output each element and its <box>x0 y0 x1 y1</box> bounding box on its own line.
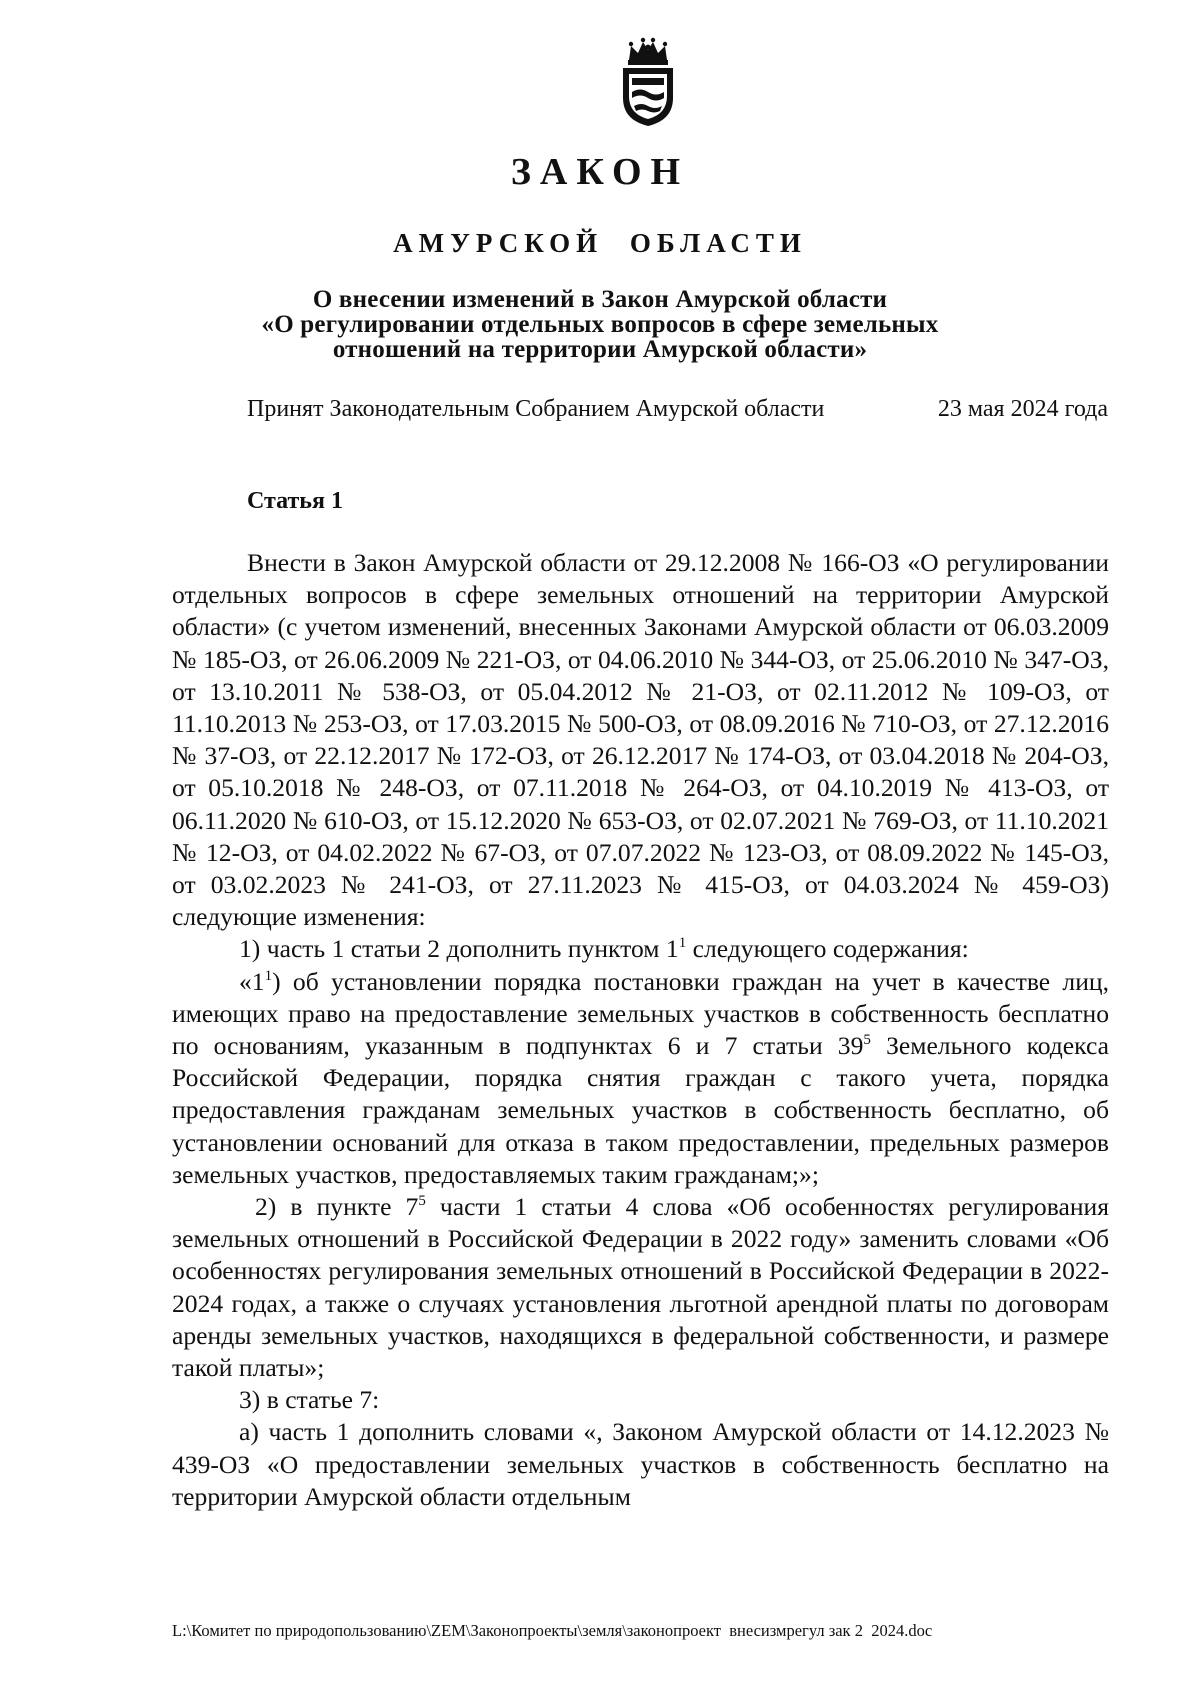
article-body <box>172 547 1109 1513</box>
article-heading: Статья 1 <box>247 488 343 514</box>
document-type-title: ЗАКОН <box>510 151 690 193</box>
region-title: АМУРСКОЙ ОБЛАСТИ <box>393 228 807 258</box>
law-name <box>0 287 1200 362</box>
adoption-line <box>247 396 1108 423</box>
article-item-1-quote: «$1^1$) об установлении порядка постановки граждан на учет в качестве лиц, имеющих право на предоставление земельных участков в собственность бесплатно по основаниям, указанным в подпунктах 6 и 7 статьи $39^5$ Земельного кодекса Российской Федерации, порядка снятия граждан с такого учета, порядка предоставления гражданам земельных участков в собственность бесплатно, об установлении оснований для отказа в таком предоставлении, предельных размеров земельных участков, предоставляемых таким гражданам;»; <box>172 966 1109 1189</box>
article-paragraph: Внести в Закон Амурской области от 29.12.2008 № 166-ОЗ «О регулировании отдельных вопросов в сфере земельных отношений на территории Амурской области» (с учетом изменений, внесенных Законами Амурской области от 06.03.2009 № 185-ОЗ, от 26.06.2009 № 221-ОЗ, от 04.06.2010 № 344-ОЗ, от 25.06.2010 № 347-ОЗ, от 13.10.2011 № 538-ОЗ, от 05.04.2012 № 21-ОЗ, от 02.11.2012 № 109-ОЗ, от 11.10.2013 № 253-ОЗ, от 17.03.2015 № 500-ОЗ, от 08.09.2016 № 710-ОЗ, от 27.12.2016 № 37-ОЗ, от 22.12.2017 № 172-ОЗ, от 26.12.2017 № 174-ОЗ, от 03.04.2018 № 204-ОЗ, от 05.10.2018 № 248-ОЗ, от 07.11.2018 № 264-ОЗ, от 04.10.2019 № 413-ОЗ, от 06.11.2020 № 610-ОЗ, от 15.12.2020 № 653-ОЗ, от 02.07.2021 № 769-ОЗ, от 11.10.2021 № 12-ОЗ, от 04.02.2022 № 67-ОЗ, от 07.07.2022 № 123-ОЗ, от 08.09.2022 № 145-ОЗ, от 03.02.2023 № 241-ОЗ, от 27.11.2023 № 415-ОЗ, от 04.03.2024 № 459-ОЗ) следующие изменения: <box>172 548 1109 932</box>
article-item-3a: а) часть 1 дополнить словами «, Законом Амурской области от 14.12.2023 № 439-ОЗ «О предоставлении земельных участков в собственность бесплатно на территории Амурской области отдельным <box>172 1417 1109 1511</box>
article-item-3: 3) в статье 7: <box>239 1385 380 1415</box>
law-name-line: отношений на территории Амурской области» <box>332 336 868 363</box>
file-path-footer: L:\Комитет по природопользованию\ZEM\Законопроекты\земля\законопроект внесизмрегул зак 2 2024.doc <box>172 1621 933 1640</box>
coat-of-arms-icon <box>615 36 681 128</box>
adopted-by: Принят Законодательным Собранием Амурской области <box>247 396 825 422</box>
law-name-line: О внесении изменений в Закон Амурской области <box>312 286 888 313</box>
article-item-1: 1) часть 1 статьи 2 дополнить пунктом $1^1$ следующего содержания: <box>239 934 969 964</box>
article-item-2: 2) в пункте $7^5$ части 1 статьи 4 слова «Об особенностях регулирования земельных отношений в Российской Федерации в 2022 году» заменить словами «Об особенностях регулирования земельных отношений в Российской Федерации в 2022-2024 годах, а также о случаях установления льготной арендной платы по договорам аренды земельных участков, находящихся в федеральной собственности, и размере такой платы»; <box>172 1192 1109 1383</box>
law-name-line: «О регулировании отдельных вопросов в сфере земельных <box>261 311 939 338</box>
adopted-date: 23 мая 2024 года <box>937 396 1108 422</box>
